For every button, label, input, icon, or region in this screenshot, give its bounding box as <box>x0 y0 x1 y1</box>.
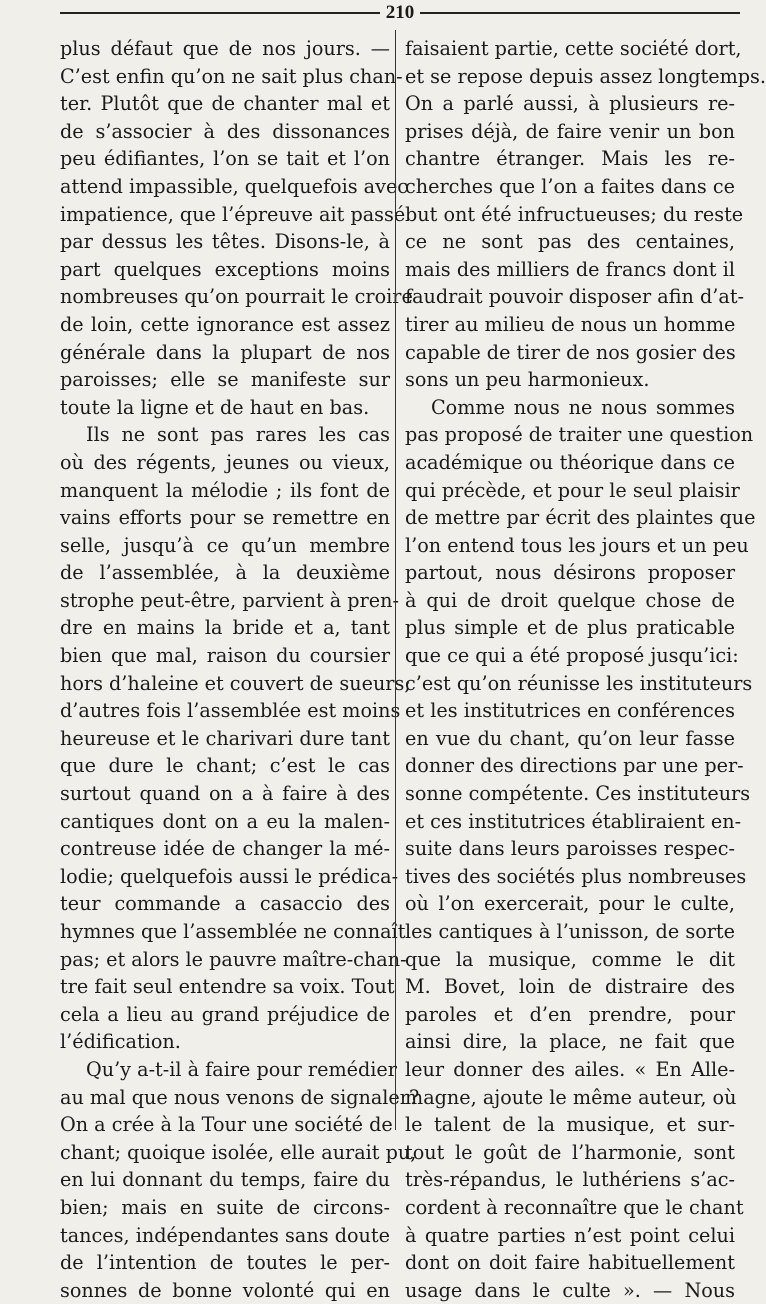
text-line: impatience, que l’épreuve ait passé <box>60 202 406 226</box>
text-line: que la musique, comme le dit <box>405 947 735 971</box>
text-line: à qui de droit quelque chose de <box>405 588 735 612</box>
text-line: On a crée à la Tour une société de <box>60 1113 393 1137</box>
text-line: nombreuses qu’on pourrait le croire <box>60 285 413 309</box>
text-line: d’autres fois l’assemblée est moins <box>60 699 401 723</box>
text-line: partout, nous désirons proposer <box>405 561 735 585</box>
text-line: leur donner des ailes. « En Alle- <box>405 1057 735 1081</box>
text-line: pas; et alors le pauvre maître-chan- <box>60 947 407 971</box>
header-rule-left <box>60 12 380 14</box>
text-line: faisaient partie, cette société dort, <box>405 37 742 60</box>
text-line: plus simple et de plus praticable <box>405 616 735 640</box>
text-line: bien que mal, raison du coursier <box>60 644 390 668</box>
text-line: par dessus les têtes. Disons-le, à <box>60 230 390 254</box>
text-line: de l’intention de toutes le per- <box>60 1251 390 1275</box>
page-number: 210 <box>385 2 415 23</box>
text-line: Ils ne sont pas rares les cas <box>86 423 390 447</box>
text-line: cela a lieu au grand préjudice de <box>60 1002 390 1026</box>
text-line: paroisses; elle se manifeste sur <box>60 368 390 392</box>
text-line: mais des milliers de francs dont il <box>405 257 735 281</box>
text-line: dre en mains la bride et a, tant <box>60 616 390 640</box>
text-line: tirer au milieu de nous un homme <box>405 312 736 336</box>
text-line: l’on entend tous les jours et un peu <box>405 533 749 557</box>
text-line: teur commande a casaccio des <box>60 892 390 916</box>
text-line: les cantiques à l’unisson, de sorte <box>405 920 735 943</box>
text-line: M. Bovet, loin de distraire des <box>405 975 735 999</box>
text-line: au mal que nous venons de signaler? <box>60 1085 420 1109</box>
text-line: de s’associer à des dissonances <box>60 119 390 143</box>
text-line: Qu’y a-t-il à faire pour remédier <box>86 1057 397 1081</box>
text-line: donner des directions par une per- <box>405 754 744 778</box>
text-line: générale dans la plupart de nos <box>60 340 390 364</box>
right-column <box>405 35 766 1302</box>
text-line: C’est enfin qu’on ne sait plus chan- <box>60 64 403 88</box>
header-rule-right <box>420 12 740 14</box>
text-line: le talent de la musique, et sur- <box>405 1113 735 1137</box>
text-line: ainsi dire, la place, ne fait que <box>405 1030 735 1054</box>
text-line: contreuse idée de changer la mé- <box>60 837 390 861</box>
text-line: attend impassible, quelquefois avec <box>60 174 409 198</box>
text-line: surtout quand on a à faire à des <box>60 782 390 806</box>
page-header <box>60 2 740 24</box>
text-line: à quatre parties n’est point celui <box>405 1223 735 1247</box>
text-line: but ont été infructueuses; du reste <box>405 202 744 226</box>
text-line: tre fait seul entendre sa voix. Tout <box>60 975 395 999</box>
text-line: heureuse et le charivari dure tant <box>60 726 390 750</box>
text-line: bien; mais en suite de circons- <box>60 1195 390 1219</box>
text-line: Comme nous ne nous sommes <box>431 395 735 419</box>
text-line: ce ne sont pas des centaines, <box>405 230 735 254</box>
text-line: que dure le chant; c’est le cas <box>60 754 390 778</box>
text-line: vains efforts pour se remettre en <box>60 506 390 530</box>
text-line: sons un peu harmonieux. <box>405 368 650 392</box>
text-line: cantiques dont on a eu la malen- <box>60 809 390 833</box>
text-line: et se repose depuis assez longtemps. <box>405 64 766 88</box>
text-line: et les institutrices en conférences <box>405 699 735 723</box>
text-line: en lui donnant du temps, faire du <box>60 1168 390 1192</box>
text-line: tives des sociétés plus nombreuses <box>405 864 747 888</box>
text-line: de loin, cette ignorance est assez <box>60 312 390 336</box>
text-line: de mettre par écrit des plaintes que <box>405 506 756 530</box>
text-line: faudrait pouvoir disposer afin d’at- <box>405 285 745 309</box>
text-line: cordent à reconnaître que le chant <box>405 1195 744 1219</box>
text-line: c’est qu’on réunisse les instituteurs <box>405 671 753 695</box>
text-line: lodie; quelquefois aussi le prédica- <box>60 864 399 888</box>
text-line: plus défaut que de nos jours. — <box>60 37 390 60</box>
text-line: strophe peut-être, parvient à pren- <box>60 588 399 612</box>
text-line: chantre étranger. Mais les re- <box>405 147 735 171</box>
text-line: sonnes de bonne volonté qui en <box>60 1278 390 1302</box>
text-line: prises déjà, de faire venir un bon <box>405 119 735 143</box>
text-line: ter. Plutôt que de chanter mal et <box>60 92 390 116</box>
text-line: tances, indépendantes sans doute <box>60 1223 390 1247</box>
text-line: pas proposé de traiter une question <box>405 423 754 447</box>
text-line: de l’assemblée, à la deuxième <box>60 561 390 585</box>
text-line: tout le goût de l’harmonie, sont <box>405 1140 735 1164</box>
text-line: dont on doit faire habituellement <box>405 1251 735 1275</box>
text-line: où l’on exercerait, pour le culte, <box>405 892 735 916</box>
text-line: selle, jusqu’à ce qu’un membre <box>60 533 390 557</box>
text-line: où des régents, jeunes ou vieux, <box>60 450 390 474</box>
text-line: manquent la mélodie ; ils font de <box>60 478 390 502</box>
text-line: hors d’haleine et couvert de sueurs; <box>60 671 411 695</box>
text-line: chant; quoique isolée, elle aurait pu, <box>60 1140 417 1164</box>
column-divider <box>395 30 396 1130</box>
text-line: en vue du chant, qu’on leur fasse <box>405 726 735 750</box>
text-line: qui précède, et pour le seul plaisir <box>405 478 740 502</box>
text-line: part quelques exceptions moins <box>60 257 390 281</box>
text-line: sonne compétente. Ces instituteurs <box>405 782 751 806</box>
text-line: On a parlé aussi, à plusieurs re- <box>405 92 735 116</box>
text-line: et ces institutrices établiraient en- <box>405 809 742 833</box>
text-line: que ce qui a été proposé jusqu’ici: <box>405 644 739 668</box>
left-column <box>60 35 420 1302</box>
text-line: suite dans leurs paroisses respec- <box>405 837 735 861</box>
text-line: l’édification. <box>60 1030 181 1054</box>
text-line: toute la ligne et de haut en bas. <box>60 395 370 419</box>
text-line: hymnes que l’assemblée ne connaît <box>60 920 406 943</box>
text-line: magne, ajoute le même auteur, où <box>405 1085 737 1109</box>
text-line: usage dans le culte ». — Nous <box>405 1278 735 1302</box>
text-line: cherches que l’on a faites dans ce <box>405 174 735 198</box>
text-line: capable de tirer de nos gosier des <box>405 340 736 364</box>
text-line: paroles et d’en prendre, pour <box>405 1002 735 1026</box>
text-line: très-répandus, le luthériens s’ac- <box>405 1168 735 1192</box>
text-line: académique ou théorique dans ce <box>405 450 735 474</box>
text-line: peu édifiantes, l’on se tait et l’on <box>60 147 390 171</box>
